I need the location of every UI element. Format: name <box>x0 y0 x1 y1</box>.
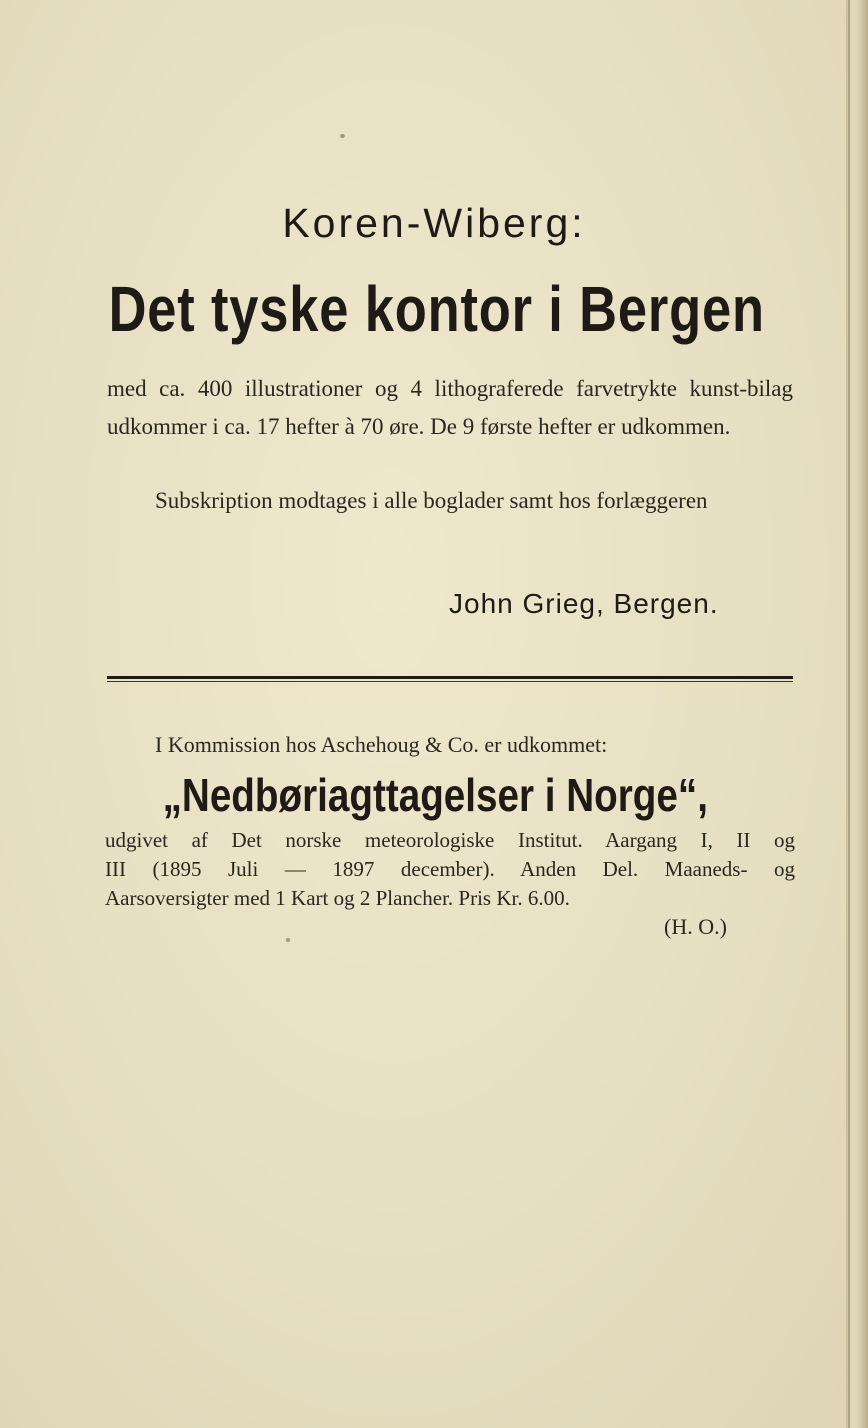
details-line: udgivet af Det norske meteorologiske Institut. Aargang I, II og <box>105 828 795 852</box>
divider-rule <box>107 676 793 679</box>
divider-rule-thin <box>107 681 793 682</box>
details-line: III (1895 Juli — 1897 december). Anden Del. Maaneds- og <box>105 857 795 881</box>
details-line: Aarsoversigter med 1 Kart og 2 Plancher. Pris Kr. 6.00. <box>105 886 570 910</box>
print-speck <box>286 938 290 942</box>
author-heading: Koren-Wiberg: <box>282 200 586 246</box>
book-title: Det tyske kontor i Bergen <box>108 273 765 345</box>
publication-details <box>105 826 795 913</box>
print-speck <box>340 134 345 138</box>
description-paragraph: med ca. 400 illustrationer og 4 lithograferede farvetrykte kunst-bilag udkommer i ca. 17 hefter à 70 øre. De 9 første hefter er udkommen. <box>107 376 793 439</box>
signature-initials: (H. O.) <box>664 914 727 939</box>
publisher-name: John Grieg, Bergen. <box>449 588 719 619</box>
subscription-paragraph: Subskription modtages i alle boglader samt hos forlæggeren <box>155 488 708 513</box>
commission-line: I Kommission hos Aschehoug & Co. er udkommet: <box>155 732 608 757</box>
second-title: „Nedbøriagttagelser i Norge“, <box>162 769 708 821</box>
